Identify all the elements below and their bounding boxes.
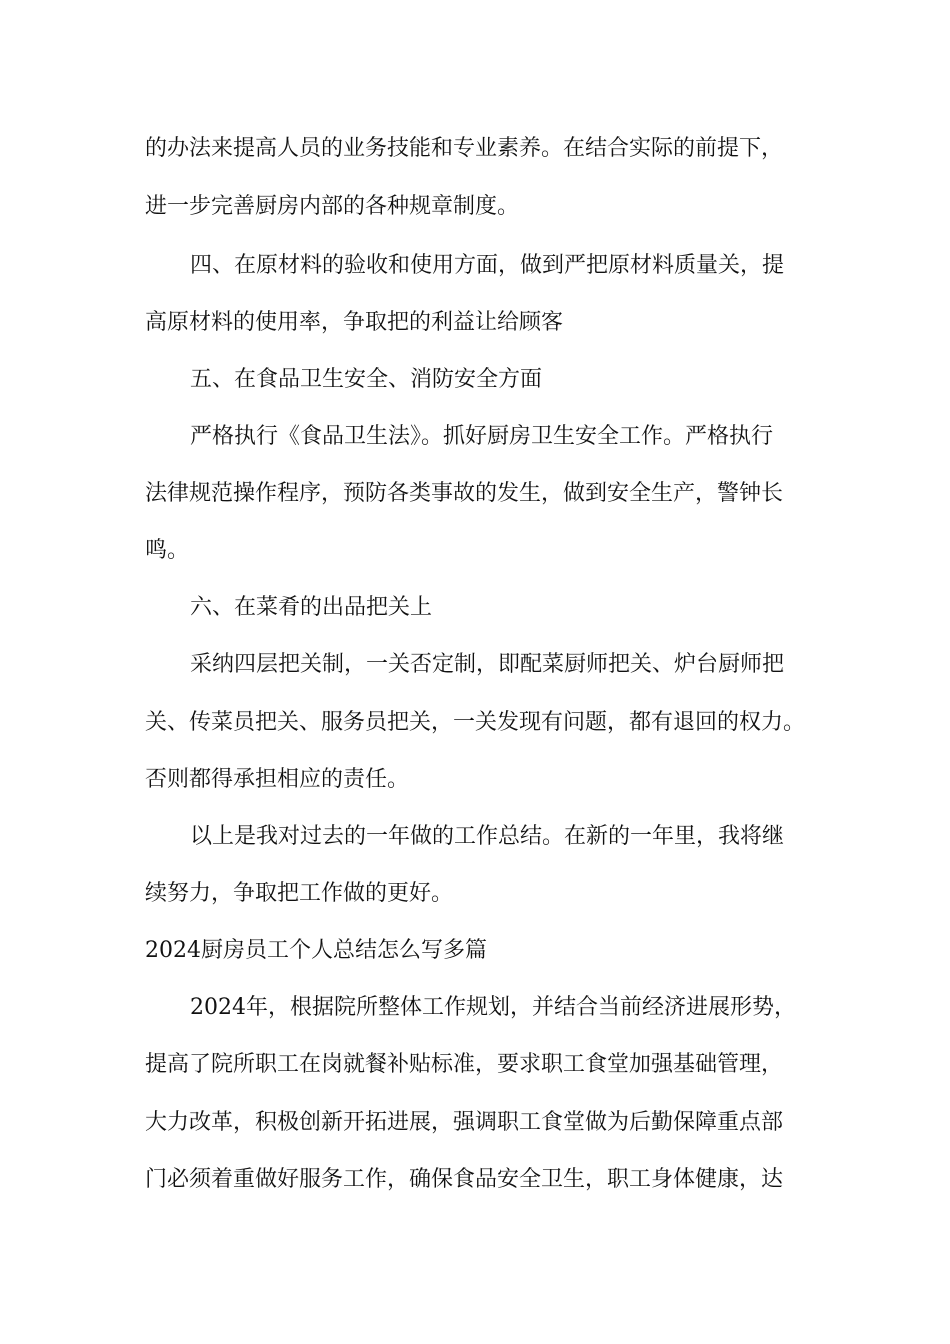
section-six-line-3: 否则都得承担相应的责任。: [145, 767, 410, 792]
section-five-line-2: 法律规范操作程序，预防各类事故的发生，做到安全生产，警钟长: [145, 481, 784, 506]
article-line-3: 大力改革，积极创新开拓进展，强调职工食堂做为后勤保障重点部: [145, 1110, 784, 1135]
text-line-1: 的办法来提高人员的业务技能和专业素养。在结合实际的前提下，: [145, 136, 784, 161]
conclusion-line-1: 以上是我对过去的一年做的工作总结。在新的一年里，我将继: [190, 824, 785, 849]
section-six-line-2: 关、传菜员把关、服务员把关，一关发现有问题，都有退回的权力。: [145, 710, 806, 735]
section-five-line-1: 严格执行《食品卫生法》。抓好厨房卫生安全工作。严格执行: [190, 424, 774, 449]
article-title: 2024厨房员工个人总结怎么写多篇: [145, 938, 487, 963]
section-five-line-3: 鸣。: [145, 538, 190, 563]
section-four-line-1: 四、在原材料的验收和使用方面，做到严把原材料质量关，提: [190, 253, 785, 278]
section-six-line-1: 采纳四层把关制，一关否定制，即配菜厨师把关、炉台厨师把: [190, 652, 785, 677]
text-line-2: 进一步完善厨房内部的各种规章制度。: [145, 194, 520, 219]
conclusion-line-2: 续努力，争取把工作做的更好。: [145, 881, 454, 906]
article-line-2: 提高了院所职工在岗就餐补贴标准，要求职工食堂加强基础管理，: [145, 1052, 784, 1077]
section-six-heading: 六、在菜肴的出品把关上: [190, 595, 433, 620]
section-four-line-2: 高原材料的使用率，争取把的利益让给顾客: [145, 310, 564, 335]
article-line-1: 2024年，根据院所整体工作规划，并结合当前经济进展形势，: [190, 995, 796, 1020]
article-line-4: 门必须着重做好服务工作，确保食品安全卫生，职工身体健康，达: [145, 1167, 784, 1192]
section-five-heading: 五、在食品卫生安全、消防安全方面: [190, 367, 543, 392]
